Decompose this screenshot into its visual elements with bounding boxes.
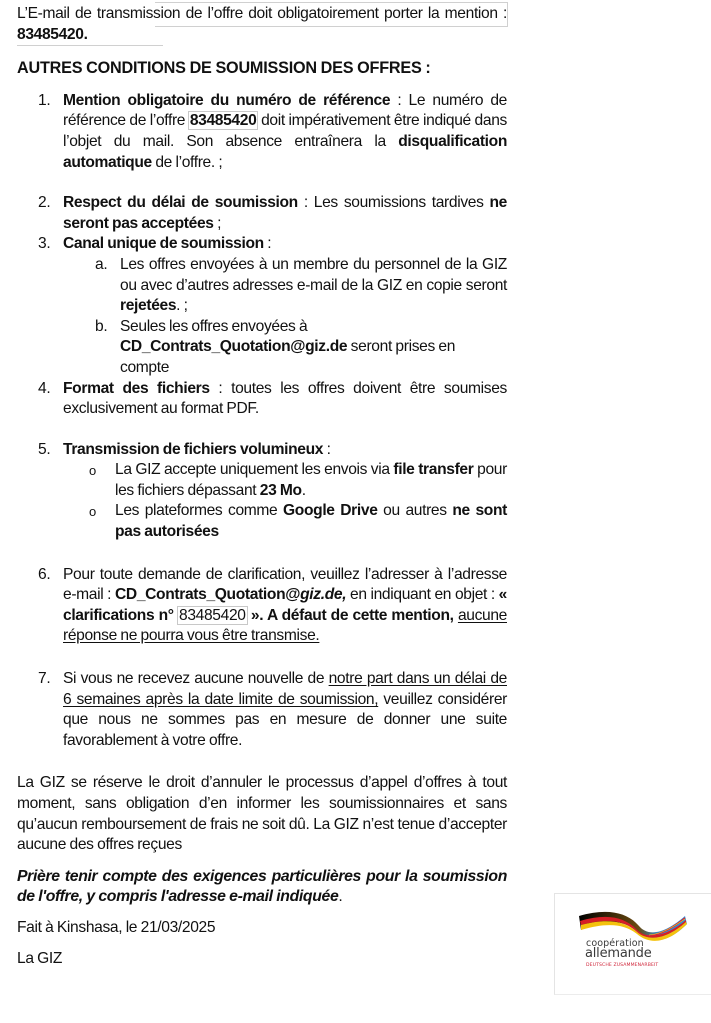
bullet-emphasis: Google Drive	[283, 502, 378, 520]
bullet-item-2	[17, 501, 507, 542]
condition-item-7	[17, 669, 507, 751]
subitem-a	[17, 255, 507, 317]
note-paragraph	[17, 867, 507, 908]
item-emphasis: disqualification automatique	[63, 132, 507, 171]
bullet-text-part: pour les fichiers dépassant	[115, 461, 507, 499]
bullet-emphasis: 23 Mo	[259, 481, 302, 499]
subitem-text-part: Les offres envoyées à un membre du personnel de la GIZ ou avec d’autres adresses e-mail de la GIZ en copie seront	[120, 255, 507, 294]
bullet-text	[115, 460, 507, 501]
item-number: 7.	[38, 670, 51, 688]
item-title: Respect du délai de soumission	[63, 194, 298, 212]
underlined-deadline: notre part dans un délai de 6 semaines après la date limite de soumission,	[63, 670, 507, 708]
item-text-part: :	[263, 235, 272, 253]
item-text-part: Si vous ne recevez aucune nouvelle de	[63, 670, 329, 688]
item-number: 3.	[38, 235, 51, 253]
bullet-text-part: Les plateformes comme	[115, 502, 284, 520]
bullet-emphasis: file transfer	[393, 461, 474, 479]
intro-reference-number: 83485420.	[17, 25, 88, 43]
item-text	[63, 565, 507, 647]
note-text: Prière tenir compte des exigences particulières pour la soumission de l'offre, y compris l'adresse e-mail indiquée	[17, 867, 507, 906]
item-title: Transmission de fichiers volumineux	[63, 440, 324, 458]
condition-item-1	[17, 91, 507, 173]
intro-text-body: L’E-mail de transmission de l’offre doit obligatoirement porter la mention :	[17, 5, 507, 22]
item-number: 4.	[38, 379, 51, 397]
item-number: 6.	[38, 565, 51, 583]
item-text-part: en indiquant en objet :	[346, 586, 499, 604]
bullet-text-part: La GIZ accepte uniquement les envois via	[115, 461, 394, 479]
subitem-text-part: seront prises en compte	[120, 338, 456, 376]
condition-item-4	[17, 379, 507, 420]
item-text-part: : toutes les offres doivent être soumises exclusivement au format PDF.	[63, 379, 507, 418]
item-text-part: veuillez considérer que nous ne sommes pas en mesure de donner une suite favorablement à votre offre.	[63, 690, 507, 749]
subitem-letter: a.	[95, 255, 108, 273]
item-text-part: :	[323, 440, 331, 458]
logo-line-3: DEUTSCHE ZUSAMMENARBEIT	[586, 963, 659, 968]
note-end: .	[338, 888, 343, 906]
item-text	[63, 91, 507, 173]
item-title: Canal unique de soumission	[63, 235, 264, 253]
subitem-text	[120, 317, 507, 379]
conditions-list	[17, 91, 507, 752]
item-title: Mention obligatoire du numéro de référence	[63, 91, 391, 109]
item-text-part: : Le numéro de référence de l’offre	[63, 91, 507, 130]
item-emphasis: « clarifications n°	[63, 586, 507, 624]
item-number: 1.	[38, 91, 51, 109]
item-text	[63, 379, 507, 420]
logo-line-1: coopération	[586, 938, 644, 949]
subitem-b	[17, 317, 507, 379]
spacer	[17, 543, 507, 565]
item-text-part: Pour toute demande de clarification, veuillez l’adresser à l’adresse e-mail :	[63, 565, 507, 604]
reference-number: 83485420	[189, 112, 257, 130]
item-text-part: ;	[213, 214, 222, 232]
condition-item-6	[17, 565, 507, 647]
document-page	[17, 4, 507, 969]
closing-paragraph: La GIZ se réserve le droit d’annuler le processus d’appel d’offres à tout moment, sans obligation d’en informer les soumissionnaires et sans qu’aucun remboursement de frais ne soit dû. La GIZ n’est tenue d’accepter aucune des offres reçues	[17, 774, 507, 854]
intro-text	[17, 4, 507, 45]
item-number: 2.	[38, 194, 51, 212]
hollow-bullet-icon: o	[89, 504, 96, 520]
intro-paragraph	[17, 4, 507, 45]
item-text	[63, 669, 507, 751]
subitem-emphasis: rejetées	[120, 297, 177, 315]
item-text-part: de l’offre. ;	[151, 153, 223, 171]
subitem-text-part: Seules les offres envoyées à	[120, 317, 308, 335]
subitem-letter: b.	[95, 317, 108, 335]
submission-email: CD_Contrats_Quotation@giz.de	[120, 338, 348, 356]
spacer	[17, 647, 507, 669]
spacer	[17, 420, 507, 440]
spacer	[17, 173, 507, 193]
item-text-part: : Les soumissions tardives	[297, 194, 490, 212]
item-title: Format des fichiers	[63, 379, 210, 397]
bullet-item-1	[17, 460, 507, 501]
signature: La GIZ	[17, 949, 63, 967]
hollow-bullet-icon: o	[89, 463, 96, 479]
item-text	[63, 440, 507, 461]
reference-number: 83485420	[179, 606, 246, 624]
bullet-text	[115, 501, 507, 542]
bullet-text-part: ou autres	[377, 502, 453, 520]
item-text	[63, 193, 507, 234]
item-text	[63, 234, 507, 255]
condition-item-5	[17, 440, 507, 461]
bullet-text-part: .	[301, 481, 306, 499]
underlined-warning: aucune réponse ne pourra vous être transmise.	[63, 606, 507, 645]
subitem-text-part: . ;	[176, 297, 188, 315]
cooperation-allemande-logo	[554, 893, 711, 995]
clarification-email: CD_Contrats_Quotation@	[115, 586, 301, 604]
clarification-email-domain: giz.de,	[300, 586, 347, 604]
logo-line-2: allemande	[585, 946, 652, 961]
subitem-text	[120, 255, 507, 317]
item-emphasis: ne seront pas acceptées	[63, 194, 507, 232]
section-heading: AUTRES CONDITIONS DE SOUMISSION DES OFFRES :	[17, 59, 431, 78]
date-line: Fait à Kinshasa, le 21/03/2025	[17, 918, 216, 936]
item-text-part: doit impérativement être indiqué dans l’objet du mail. Son absence entraînera la	[63, 112, 507, 150]
item-emphasis: ». A défaut de cette mention,	[246, 606, 454, 624]
condition-item-2	[17, 193, 507, 234]
bullet-emphasis: ne sont pas autorisées	[115, 502, 507, 541]
condition-item-3	[17, 234, 507, 255]
item-number: 5.	[38, 440, 51, 458]
